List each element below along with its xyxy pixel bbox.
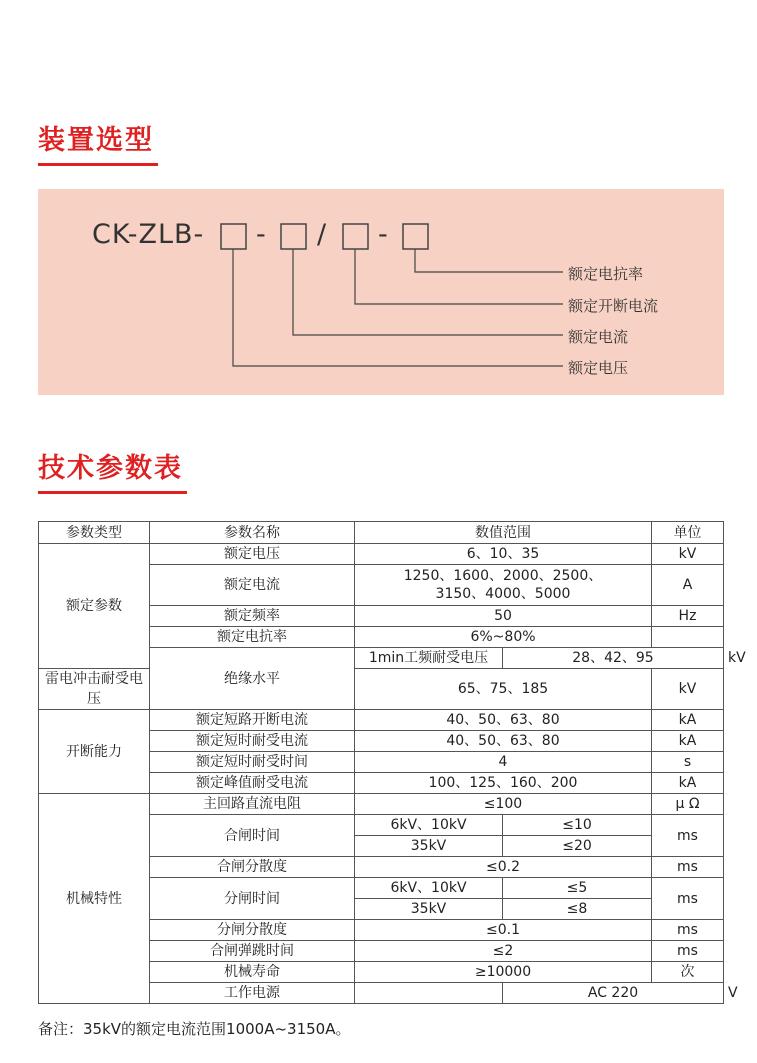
header-unit: 单位 — [652, 522, 724, 544]
param-unit: Hz — [652, 606, 724, 627]
code-box-breaking — [343, 224, 368, 249]
param-sub-value: ≤10 — [503, 815, 652, 836]
param-unit: kA — [652, 710, 724, 731]
param-name: 主回路直流电阻 — [150, 794, 355, 815]
param-unit: kV — [652, 669, 724, 710]
model-selection-panel — [38, 189, 724, 395]
label-rated-voltage: 额定电压 — [568, 359, 629, 377]
leader-line-voltage — [233, 249, 563, 366]
param-unit: ms — [652, 878, 724, 920]
table-row — [39, 544, 724, 565]
param-value: ≥10000 — [355, 962, 652, 983]
param-unit: kA — [652, 773, 724, 794]
label-rated-current: 额定电流 — [568, 328, 629, 346]
param-value: 6%~80% — [355, 627, 652, 648]
table-header-row — [39, 522, 724, 544]
group-insulation: 绝缘水平 — [150, 648, 355, 710]
table-row — [39, 794, 724, 815]
group-breaking: 开断能力 — [39, 710, 150, 794]
param-sub-label: 35kV — [355, 836, 503, 857]
param-value: 40、50、63、80 — [355, 710, 652, 731]
param-sub-value: ≤5 — [503, 878, 652, 899]
param-value: ≤2 — [355, 941, 652, 962]
param-unit: kV — [652, 544, 724, 565]
code-box-reactance — [403, 224, 428, 249]
param-unit: ms — [652, 941, 724, 962]
leader-line-current — [293, 249, 563, 335]
param-sub-label: 35kV — [355, 899, 503, 920]
param-name: 额定电流 — [150, 565, 355, 606]
param-value: AC 220 — [503, 983, 724, 1004]
param-unit: ms — [652, 920, 724, 941]
header-type: 参数类型 — [39, 522, 150, 544]
table-row — [39, 710, 724, 731]
param-sub-label: 6kV、10kV — [355, 815, 503, 836]
param-value-line-1: 1250、1600、2000、2500、 — [403, 568, 603, 584]
param-unit: A — [652, 565, 724, 606]
param-unit: s — [652, 752, 724, 773]
table-row: 绝缘水平 1min工频耐受电压 28、42、95 kV — [39, 648, 724, 669]
parameter-table — [38, 521, 746, 1004]
group-rated: 额定参数 — [39, 544, 150, 669]
param-name: 额定频率 — [150, 606, 355, 627]
model-sep-2: / — [317, 219, 327, 250]
label-breaking-current: 额定开断电流 — [568, 297, 659, 315]
leader-line-breaking — [355, 249, 563, 304]
param-sub-value: ≤20 — [503, 836, 652, 857]
label-reactance: 额定电抗率 — [568, 265, 644, 283]
leader-line-reactance — [415, 249, 563, 272]
code-box-voltage — [221, 224, 246, 249]
param-name — [355, 983, 503, 1004]
param-value: 6、10、35 — [355, 544, 652, 565]
model-code-prefix: CK-ZLB- — [92, 219, 205, 250]
param-value-line-2: 3150、4000、5000 — [435, 586, 571, 602]
code-box-current — [281, 224, 306, 249]
param-name: 额定电抗率 — [150, 627, 355, 648]
param-name: 额定短时耐受时间 — [150, 752, 355, 773]
param-value: 50 — [355, 606, 652, 627]
param-value: 65、75、185 — [355, 669, 652, 710]
param-name: 额定峰值耐受电流 — [150, 773, 355, 794]
model-sep-3: - — [378, 219, 388, 250]
param-name: 额定短路开断电流 — [150, 710, 355, 731]
header-name: 参数名称 — [150, 522, 355, 544]
section-title-selection: 装置选型 — [38, 118, 154, 157]
param-value: 100、125、160、200 — [355, 773, 652, 794]
param-value: ≤100 — [355, 794, 652, 815]
table-row: 工作电源 AC 220 V — [39, 983, 724, 1004]
param-name: 合闸时间 — [150, 815, 355, 857]
param-unit: kA — [652, 731, 724, 752]
footnote: 备注：35kV的额定电流范围1000A~3150A。 — [38, 1020, 351, 1038]
param-unit — [652, 627, 724, 648]
param-name: 1min工频耐受电压 — [355, 648, 503, 669]
param-unit: ms — [652, 815, 724, 857]
param-value: 4 — [355, 752, 652, 773]
group-mechanical: 机械特性 — [39, 794, 150, 1004]
model-code — [92, 219, 204, 250]
param-name: 额定电压 — [150, 544, 355, 565]
param-value: 28、42、95 — [503, 648, 724, 669]
table-row — [39, 669, 724, 710]
param-name: 机械寿命 — [150, 962, 355, 983]
param-value: ≤0.1 — [355, 920, 652, 941]
param-value: ≤0.2 — [355, 857, 652, 878]
param-name: 分闸分散度 — [150, 920, 355, 941]
param-sub-value: ≤8 — [503, 899, 652, 920]
param-name: 合闸弹跳时间 — [150, 941, 355, 962]
header-value: 数值范围 — [355, 522, 652, 544]
section-title-params: 技术参数表 — [38, 446, 183, 485]
param-value — [355, 565, 652, 606]
param-unit: μ Ω — [652, 794, 724, 815]
param-name: 额定短时耐受电流 — [150, 731, 355, 752]
param-name: 分闸时间 — [150, 878, 355, 920]
param-value: 40、50、63、80 — [355, 731, 652, 752]
param-sub-label: 6kV、10kV — [355, 878, 503, 899]
param-unit: ms — [652, 857, 724, 878]
model-sep-1: - — [256, 219, 266, 250]
param-name: 合闸分散度 — [150, 857, 355, 878]
group-power: 工作电源 — [150, 983, 355, 1004]
param-name: 雷电冲击耐受电压 — [39, 669, 150, 710]
param-unit: 次 — [652, 962, 724, 983]
